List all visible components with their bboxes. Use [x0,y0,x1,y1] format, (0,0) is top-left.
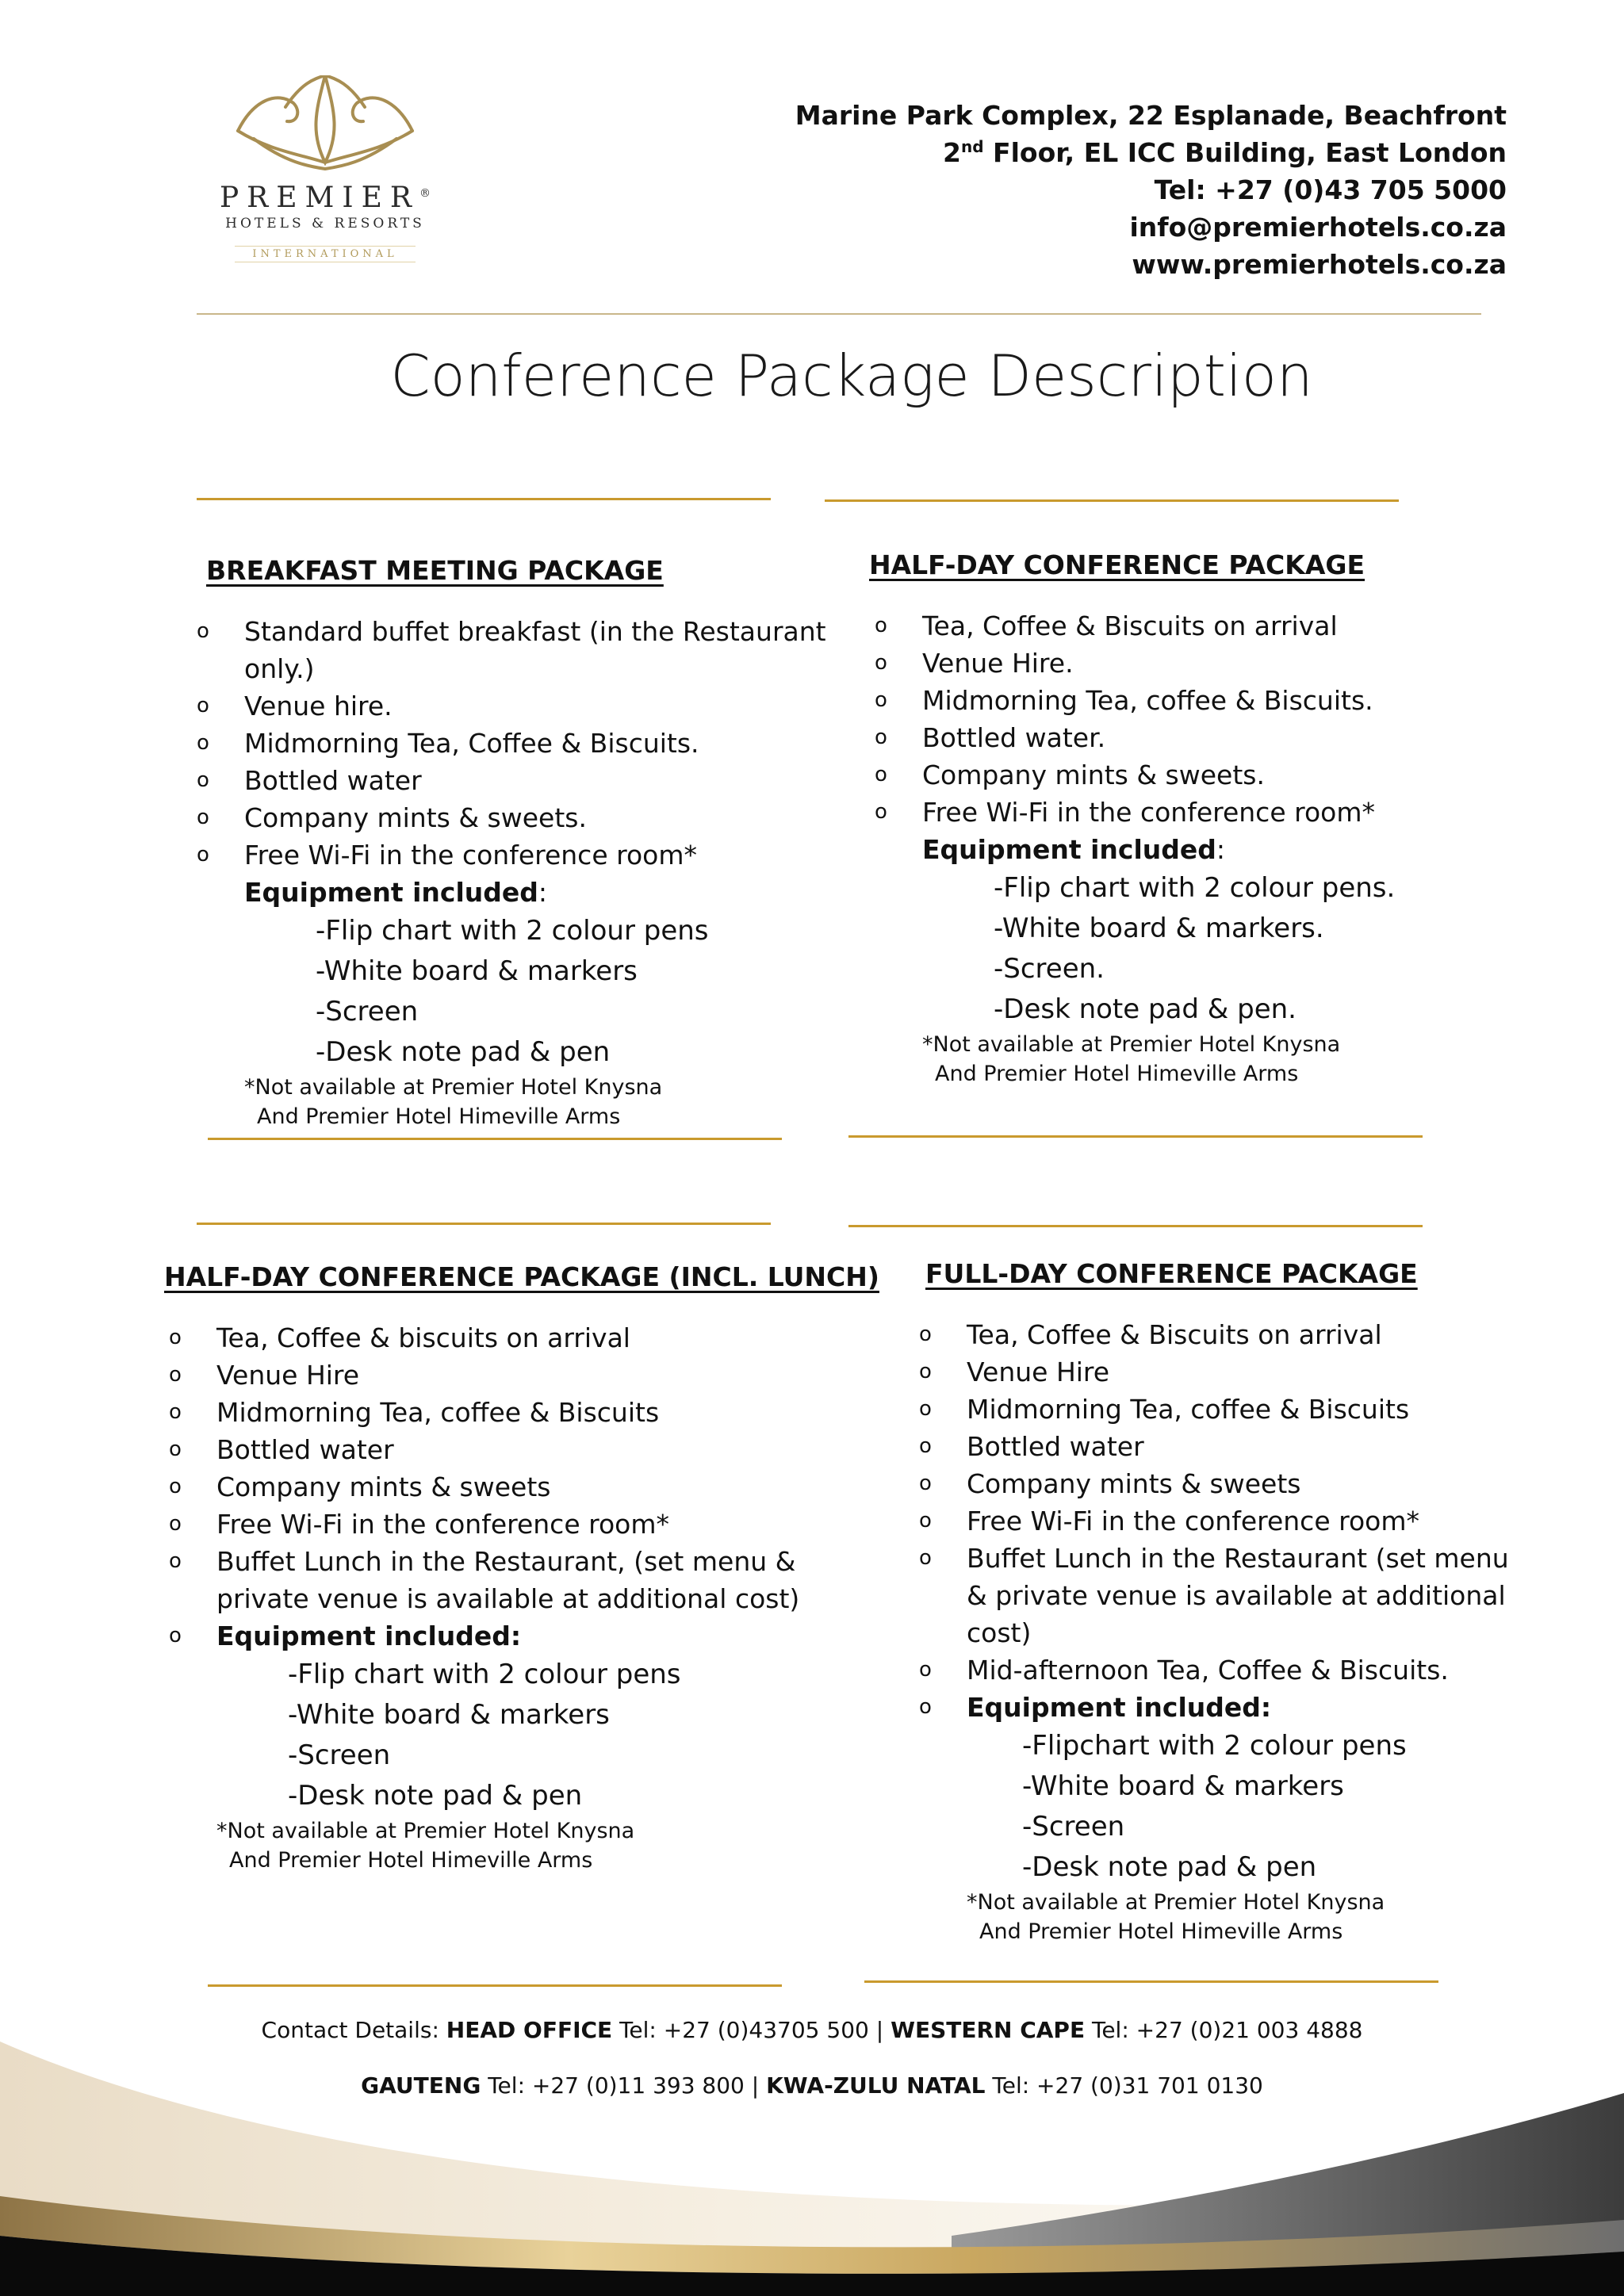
equipment-heading: Equipment included: [244,877,548,908]
bullet-circle-icon: o [875,614,887,637]
availability-note: *Not available at Premier Hotel Knysna [967,1890,1385,1915]
address-block [793,97,1507,283]
bullet-circle-icon: o [197,768,209,792]
contact-row-1: Contact Details: HEAD OFFICE Tel: +27 (0)43705 500 | WESTERN CAPE Tel: +27 (0)21 003 4888 [261,2017,1363,2043]
halfday-lunch-package [164,1258,879,1875]
equipment-item: -Flip chart with 2 colour pens. [994,872,1396,904]
gold-rule [848,1135,1423,1138]
premier-logo [214,75,436,274]
equipment-item: -Desk note pad & pen [316,1036,611,1068]
list-item: o Tea, Coffee & Biscuits on arrival [919,1316,1522,1353]
package-item-list [169,1319,819,1655]
availability-note: And Premier Hotel Himeville Arms [979,1919,1343,1944]
gold-rule [864,1980,1438,1983]
logo-international: INTERNATIONAL [235,246,415,262]
bullet-circle-icon: o [919,1471,932,1495]
list-item: o Free Wi-Fi in the conference room* [919,1502,1522,1540]
list-item: o Venue hire. [197,687,831,725]
gold-rule [197,498,771,500]
list-item: o Midmorning Tea, coffee & Biscuits [919,1391,1522,1428]
crown-emblem-icon [222,75,428,178]
list-item: o Midmorning Tea, coffee & Biscuits [169,1394,819,1431]
list-item: o Company mints & sweets [169,1468,819,1506]
fullday-package [919,1255,1522,1946]
page-title: Conference Package Description [390,342,1313,409]
list-item: o Tea, Coffee & biscuits on arrival [169,1319,819,1357]
list-item: o Bottled water. [875,719,1525,756]
equipment-item: -White board & markers. [994,913,1324,944]
bullet-circle-icon: o [169,1363,182,1387]
list-item: o Buffet Lunch in the Restaurant (set menu & private venue is available at additional cost) [919,1540,1522,1651]
bullet-circle-icon: o [919,1695,932,1719]
address-website[interactable]: www.premierhotels.co.za [1132,249,1507,280]
list-item: o Bottled water [169,1431,819,1468]
equipment-item: -Flipchart with 2 colour pens [1022,1730,1407,1762]
list-item: o Bottled water [919,1428,1522,1465]
list-item: o Midmorning Tea, coffee & Biscuits. [875,682,1525,719]
bullet-circle-icon: o [169,1475,182,1498]
equipment-heading: Equipment included: [967,1692,1272,1723]
bullet-circle-icon: o [919,1546,932,1570]
bullet-circle-icon: o [197,806,209,829]
equipment-item: -White board & markers [316,955,638,987]
package-heading: HALF-DAY CONFERENCE PACKAGE [869,549,1365,580]
availability-note: *Not available at Premier Hotel Knysna [216,1819,635,1843]
bullet-circle-icon: o [875,800,887,824]
contact-row-2: GAUTENG Tel: +27 (0)11 393 800 | KWA-ZULU NATAL Tel: +27 (0)31 701 0130 [361,2072,1263,2099]
list-item: o Buffet Lunch in the Restaurant, (set menu & private venue is available at additional cost) [169,1543,803,1617]
equipment-item: -Screen [316,996,419,1027]
bullet-circle-icon: o [197,694,209,718]
bullet-circle-icon: o [169,1624,182,1647]
package-heading: FULL-DAY CONFERENCE PACKAGE [925,1258,1418,1289]
equipment-heading: Equipment included: [922,834,1226,865]
list-item: o Venue Hire [169,1357,819,1394]
address-tel: Tel: +27 (0)43 705 5000 [1154,174,1507,205]
list-item: o Free Wi-Fi in the conference room* [875,794,1525,831]
package-item-list [919,1316,1522,1726]
bullet-circle-icon: o [169,1512,182,1536]
bullet-circle-icon: o [197,843,209,867]
bullet-circle-icon: o [919,1658,932,1682]
bullet-circle-icon: o [169,1437,182,1461]
list-item: o Tea, Coffee & Biscuits on arrival [875,607,1525,645]
equipment-heading: Equipment included: [216,1621,522,1651]
package-heading: HALF-DAY CONFERENCE PACKAGE (INCL. LUNCH) [164,1261,879,1292]
list-item: o Company mints & sweets. [875,756,1525,794]
equipment-item: -Screen [288,1739,391,1771]
bullet-circle-icon: o [169,1400,182,1424]
contact-details [0,2003,1624,2114]
halfday-package [869,546,1525,1089]
bullet-circle-icon: o [169,1549,182,1573]
gold-rule [208,1138,782,1140]
gold-rule [197,1223,771,1225]
equipment-item: -White board & markers [1022,1770,1344,1802]
gold-rule [848,1225,1423,1227]
address-email[interactable]: info@premierhotels.co.za [1129,212,1507,243]
list-item: o Free Wi-Fi in the conference room* [197,836,831,874]
availability-note: *Not available at Premier Hotel Knysna [244,1075,663,1100]
logo-brand-name: PREMIER® [219,182,431,214]
bullet-circle-icon: o [919,1397,932,1421]
bullet-circle-icon: o [875,725,887,749]
list-item: o Midmorning Tea, Coffee & Biscuits. [197,725,831,762]
bullet-circle-icon: o [875,763,887,786]
equipment-item: -Desk note pad & pen. [994,993,1297,1025]
list-item: o Mid-afternoon Tea, Coffee & Biscuits. [919,1651,1522,1689]
list-item: o Standard buffet breakfast (in the Restaurant only.) [197,613,831,687]
equipment-item: -Screen [1022,1811,1125,1843]
list-item: o Company mints & sweets [919,1465,1522,1502]
bullet-circle-icon: o [197,619,209,643]
package-item-list [875,607,1525,831]
list-item: o Venue Hire [919,1353,1522,1391]
logo-subtitle: HOTELS & RESORTS [225,216,425,232]
list-item: o Bottled water [197,762,831,799]
equipment-item: -Desk note pad & pen [1022,1851,1317,1883]
list-item: o Company mints & sweets. [197,799,831,836]
availability-note: And Premier Hotel Himeville Arms [935,1062,1299,1086]
address-line-2: 2nd Floor, EL ICC Building, East London [943,137,1507,168]
gold-rule [825,499,1399,502]
bullet-circle-icon: o [919,1509,932,1533]
breakfast-package [197,552,831,1131]
bullet-circle-icon: o [875,688,887,712]
address-line-1: Marine Park Complex, 22 Esplanade, Beachfront [795,100,1507,131]
equipment-item: -Flip chart with 2 colour pens [316,915,709,947]
bullet-circle-icon: o [919,1360,932,1383]
package-heading: BREAKFAST MEETING PACKAGE [206,555,664,586]
equipment-item: -White board & markers [288,1699,610,1731]
equipment-item: -Screen. [994,953,1105,985]
bullet-circle-icon: o [919,1322,932,1346]
equipment-item: -Desk note pad & pen [288,1780,583,1812]
bullet-circle-icon: o [875,651,887,675]
list-item [919,1689,1522,1726]
package-item-list [197,613,831,874]
list-item: o Venue Hire. [875,645,1525,682]
bullet-circle-icon: o [169,1326,182,1349]
availability-note: *Not available at Premier Hotel Knysna [922,1032,1341,1057]
availability-note: And Premier Hotel Himeville Arms [257,1104,621,1129]
availability-note: And Premier Hotel Himeville Arms [229,1848,593,1873]
list-item: o Free Wi-Fi in the conference room* [169,1506,819,1543]
header-divider [197,313,1481,315]
list-item [169,1617,819,1655]
gold-rule [208,1984,782,1987]
equipment-item: -Flip chart with 2 colour pens [288,1659,681,1690]
bullet-circle-icon: o [919,1434,932,1458]
bullet-circle-icon: o [197,731,209,755]
